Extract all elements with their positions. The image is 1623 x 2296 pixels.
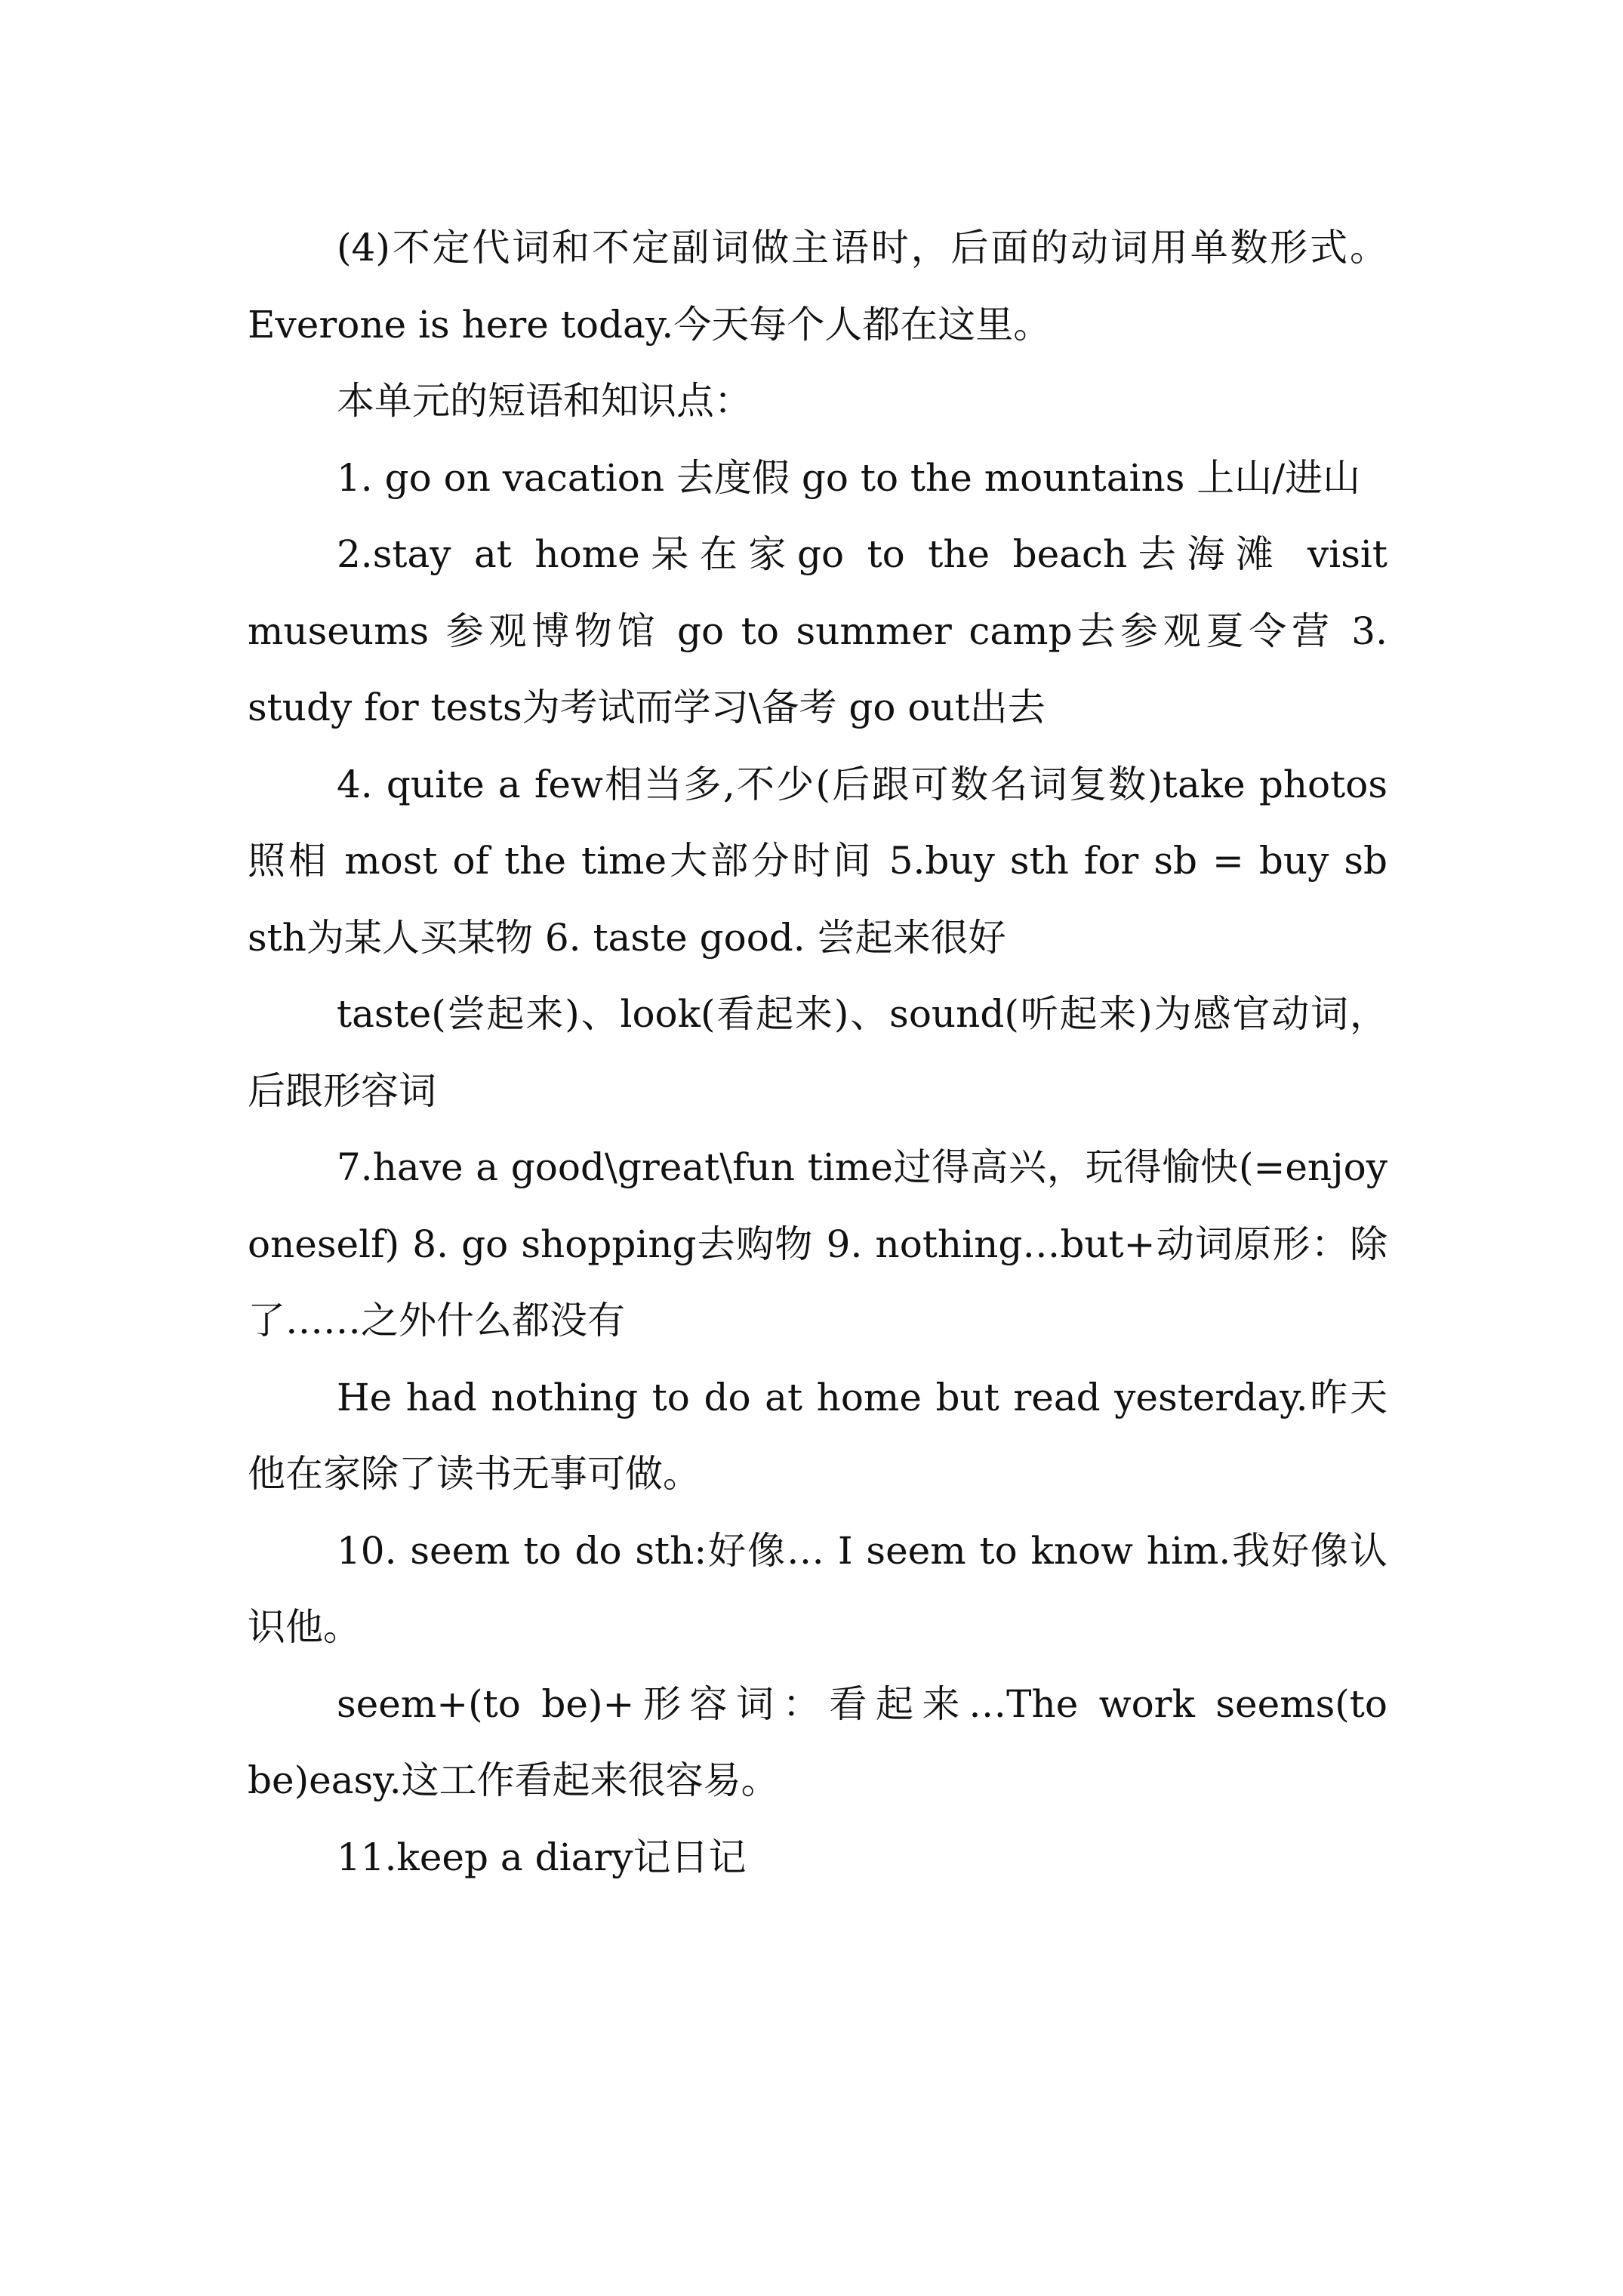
paragraph-example-nothing-but: He had nothing to do at home but read yesterday.昨天他在家除了读书无事可做。 <box>248 1375 1387 1496</box>
paragraph-unit-heading: 本单元的短语和知识点： <box>337 379 752 423</box>
paragraph-item-1: 1. go on vacation 去度假 go to the mountains 上山/进山 <box>337 455 1361 500</box>
paragraph-sense-verbs: taste(尝起来)、look(看起来)、sound(听起来)为感官动词，后跟形容词 <box>248 992 1387 1113</box>
paragraph-seem-adjective: seem+(to be)+形容词：看起来…The work seems(to be)easy.这工作看起来很容易。 <box>248 1681 1387 1802</box>
paragraph-item-7-9: 7.have a good\great\fun time过得高兴，玩得愉快(=enjoy oneself) 8. go shopping去购物 9. nothing…but+动词原形：除了……之外什么都没有 <box>248 1145 1387 1342</box>
paragraph-item-4-6: 4. quite a few相当多,不少(后跟可数名词复数)take photos照相 most of the time大部分时间 5.buy sth for sb = buy sb sth为某人买某物 6. taste good. 尝起来很好 <box>248 762 1387 960</box>
paragraph-item-10: 10. seem to do sth:好像… I seem to know him.我好像认识他。 <box>248 1528 1387 1649</box>
paragraph-item-2-3: 2.stay at home呆在家go to the beach去海滩 visit museums 参观博物馆 go to summer camp去参观夏令营 3. study for tests为考试而学习\备考 go out出去 <box>248 532 1387 729</box>
paragraph-indefinite-pronouns: (4)不定代词和不定副词做主语时，后面的动词用单数形式。Everone is here today.今天每个人都在这里。 <box>248 226 1387 347</box>
document-body <box>248 210 1387 1896</box>
paragraph-item-11: 11.keep a diary记日记 <box>337 1835 747 1879</box>
